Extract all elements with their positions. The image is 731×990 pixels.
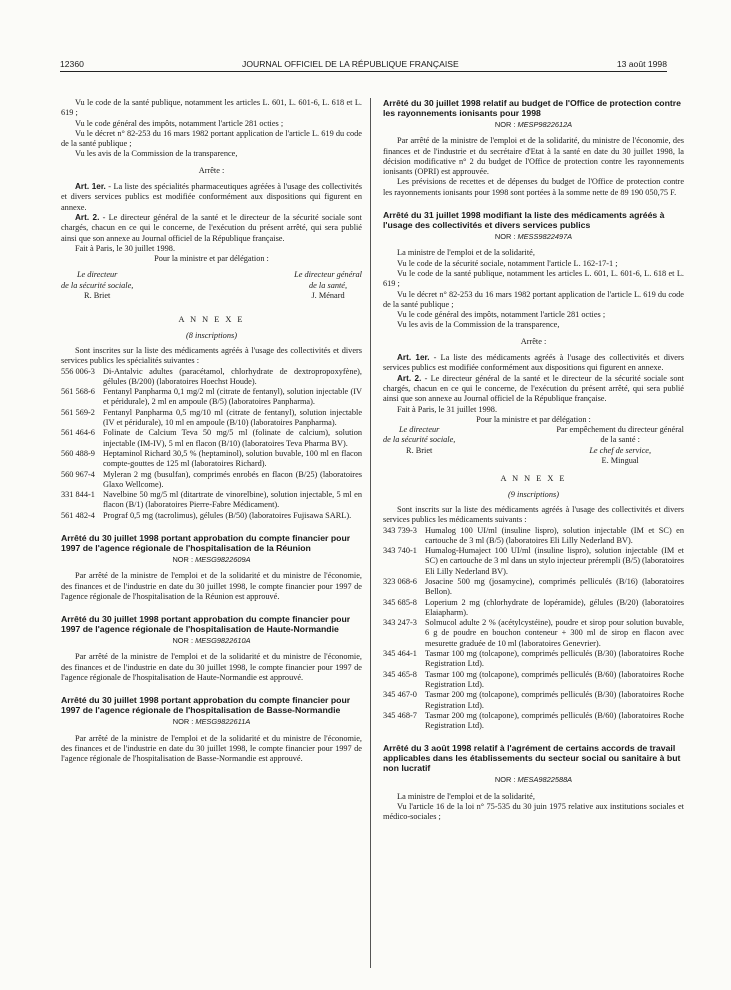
cip-code: 345 464-1 xyxy=(383,649,417,659)
item-text: Di-Antalvic adultes (paracétamol, chlorhydrate de dextropropoxyfène), gélules (B/200) (laboratoires Hoechst Houde). xyxy=(103,366,362,386)
fait-a-paris: Fait à Paris, le 31 juillet 1998. xyxy=(397,404,498,414)
list-item xyxy=(61,490,362,511)
list-item xyxy=(383,577,684,598)
annexe-intro: Sont inscrits sur la liste des médicaments agréés à l'usage des collectivités et divers services publics les médicaments suivants : xyxy=(383,504,684,525)
item-text: Solmucol adulte 2 % (acétylcystéine), poudre et sirop pour solution buvable, 6 g de poudre en bouchon conteneur + 300 ml de sirop en flacon avec mesurette graduée de 10 ml (laboratoires Genevrier). xyxy=(425,618,684,648)
article-text: - La liste des spécialités pharmaceutiques agréées à l'usage des collectivités et divers services publics est modifiée conformément aux dispositions qui figurent en annexe. xyxy=(61,182,362,212)
nor-code: MESG9822611A xyxy=(195,717,251,727)
page-header xyxy=(60,57,667,71)
publication-date: 13 août 1998 xyxy=(616,59,667,69)
cip-code: 561 482-4 xyxy=(61,510,95,520)
article-label: Art. 1er. xyxy=(397,353,430,363)
signatory-name: E. Mingual xyxy=(601,456,639,466)
medication-list xyxy=(61,367,362,521)
arrete-opri xyxy=(383,98,684,198)
list-item xyxy=(383,670,684,691)
arrete-text: La ministre de l'emploi et de la solidarité, xyxy=(397,791,535,801)
nor-reference: NOR : MESG9822609A xyxy=(172,554,251,564)
arrete-word: Arrête : xyxy=(520,336,547,346)
nor-reference: NOR : MESG9822610A xyxy=(172,636,251,646)
cip-code: 343 247-3 xyxy=(383,618,417,628)
cip-code: 343 740-1 xyxy=(383,546,417,556)
item-text: Tasmar 100 mg (tolcapone), comprimés pelliculés (B/30) (laboratoires Roche Registration Ltd). xyxy=(425,649,684,669)
left-column xyxy=(61,98,362,765)
signatory-name: R. Briet xyxy=(406,445,433,455)
cip-code: 560 488-9 xyxy=(61,448,95,458)
item-text: Prograf 0,5 mg (tacrolimus), gélules (B/50) (laboratoires Fujisawa SARL). xyxy=(103,510,352,520)
item-text: Myleran 2 mg (busulfan), comprimés enrobés en flacon (B/25) (laboratoires Glaxo Wellcome). xyxy=(103,469,362,489)
annexe-title: A N N E X E xyxy=(500,474,567,484)
arrete-title: Arrêté du 31 juillet 1998 modifiant la liste des médicaments agréés à l'usage des collectivités et divers services publics xyxy=(383,210,665,231)
signature-left: Le directeur de la sécurité sociale, R. Briet xyxy=(383,425,456,455)
cip-code: 323 068-6 xyxy=(383,576,417,586)
annexe-intro: Sont inscrites sur la liste des médicaments agréés à l'usage des collectivités et divers services publics les spécialités suivantes : xyxy=(61,345,362,366)
delegation-line: Pour la ministre et par délégation : xyxy=(154,254,269,264)
article-2 xyxy=(61,213,362,244)
arrete-reunion xyxy=(61,533,362,602)
cip-code: 561 464-6 xyxy=(61,428,95,438)
arrete-text: Par arrêté de la ministre de l'emploi et de la solidarité et du ministre de l'économie, des finances et de l'industrie en date du 30 juillet 1998, le compte financier pour 1997 de l'agence régionale de l'hospitalisation de Haute-Normandie est approuvé. xyxy=(61,652,362,683)
arrete-title: Arrêté du 30 juillet 1998 portant approbation du compte financier pour 1997 de l'agence régionale de l'hospitalisation de la Réunion xyxy=(61,532,351,553)
arrete-liste-medicaments xyxy=(383,210,684,731)
visa-line: Vu les avis de la Commission de la transparence, xyxy=(397,320,560,330)
signatory-name: J. Ménard xyxy=(311,291,345,301)
article-2 xyxy=(383,374,684,405)
item-text: Tasmar 200 mg (tolcapone), comprimés pelliculés (B/60) (laboratoires Roche Registration Ltd). xyxy=(425,710,684,731)
delegation-line: Pour la ministre et par délégation : xyxy=(476,414,591,424)
header-rule xyxy=(60,71,667,72)
arrete-text: Vu l'article 16 de la loi n° 75-535 du 30 juin 1975 relative aux institutions sociales et médico-sociales ; xyxy=(383,802,684,822)
item-text: Humalog 100 UI/ml (insuline lispro), solution injectable (IM et SC) en cartouche de 3 ml (B/5) (laboratoires Eli Lilly Nederland BV). xyxy=(425,525,684,545)
arrete-text: Par arrêté de la ministre de l'emploi et de la solidarité et du ministre de l'économie, des finances et de l'industrie en date du 30 juillet 1998, le compte financier pour 1997 de l'agence régionale de l'hospitalisation de Basse-Normandie est approuvé. xyxy=(61,733,362,764)
list-item xyxy=(383,618,684,649)
nor-reference: NOR : MESS9822497A xyxy=(494,232,573,242)
nor-reference: NOR : MESP9822612A xyxy=(494,120,573,129)
list-item xyxy=(61,408,362,429)
page-number: 12360 xyxy=(60,59,84,69)
list-item xyxy=(61,428,362,449)
cip-code: 345 465-8 xyxy=(383,669,417,679)
arrete-text: Les prévisions de recettes et de dépenses du budget de l'Office de protection contre les rayonnements ionisants pour 1998 sont portées à la somme nette de 89 190 050,75 F. xyxy=(383,177,684,197)
list-item xyxy=(383,690,684,711)
arrete-word: Arrête : xyxy=(198,165,225,175)
item-text: Humalog-Humaject 100 UI/ml (insuline lispro), solution injectable (IM et SC) en cartouche de 3 ml dans un stylo injecteur prérempli (B/5) (laboratoires Eli Lilly Nederland BV). xyxy=(425,546,684,576)
list-item xyxy=(61,511,362,521)
fait-a-paris: Fait à Paris, le 30 juillet 1998. xyxy=(75,243,176,253)
visa-line: Vu le décret n° 82-253 du 16 mars 1982 portant application de l'article L. 619 du code de la santé publique ; xyxy=(61,128,362,149)
nor-reference: NOR : MESG9822611A xyxy=(172,717,251,727)
signatory-name: R. Briet xyxy=(84,291,111,301)
visa-line: La ministre de l'emploi et de la solidarité, xyxy=(397,248,535,258)
item-text: Navelbine 50 mg/5 ml (ditartrate de vinorelbine), solution injectable, 5 ml en flacon (B/1) (laboratoires Pierre-Fabre Médicament). xyxy=(103,490,362,510)
arrete-text: Par arrêté de la ministre de l'emploi et de la solidarité, du ministre de l'économie, des finances et de l'industrie et du secrétaire d'Etat à la santé en date du 30 juillet 1998, la décision modificative n° 2 du budget de l'Office de protection contre les rayonnements ionisants (OPRI) est approuvée. xyxy=(383,136,684,177)
list-item xyxy=(61,387,362,408)
signature-left: Le directeur de la sécurité sociale, R. Briet xyxy=(61,270,134,301)
list-item xyxy=(383,546,684,577)
inscriptions-count: (8 inscriptions) xyxy=(186,330,237,340)
arrete-title: Arrêté du 30 juillet 1998 portant approbation du compte financier pour 1997 de l'agence régionale de l'hospitalisation de Basse-Normandie xyxy=(61,695,351,716)
list-item xyxy=(383,711,684,732)
cip-code: 556 006-3 xyxy=(61,366,95,376)
cip-code: 345 685-8 xyxy=(383,597,417,607)
item-text: Fentanyl Panpharma 0,1 mg/2 ml (citrate de fentanyl), solution injectable (IV et péridurale), 2 ml en ampoule (B/5) (laboratoires Panpharma). xyxy=(103,387,362,407)
visa-line: Vu le code général des impôts, notamment l'article 281 octies ; xyxy=(397,310,606,320)
cip-code: 331 844-1 xyxy=(61,490,95,500)
list-item xyxy=(61,470,362,491)
nor-code: MESG9822609A xyxy=(195,554,251,564)
article-label: Art. 2. xyxy=(397,373,422,383)
article-1 xyxy=(383,353,684,374)
item-text: Fentanyl Panpharma 0,5 mg/10 ml (citrate de fentanyl), solution injectable (IV et péridurale), 10 ml en ampoule (B/10) (laboratoires Panpharma). xyxy=(103,407,362,428)
article-1 xyxy=(61,182,362,213)
list-item xyxy=(61,449,362,470)
signatures xyxy=(61,270,362,301)
arrete-haute-normandie xyxy=(61,614,362,683)
list-item xyxy=(61,367,362,388)
arrete-title: Arrêté du 30 juillet 1998 portant approbation du compte financier pour 1997 de l'agence régionale de l'hospitalisation de Haute-Normandie xyxy=(61,614,351,635)
arrete-accords-travail xyxy=(383,743,684,822)
signature-right: Le directeur général de la santé, J. Ménard xyxy=(294,270,362,301)
list-item xyxy=(383,598,684,619)
item-text: Folinate de Calcium Teva 50 mg/5 ml (folinate de calcium), solution injectable (IM-IV), 5 ml en flacon (B/10) (laboratoires Teva Pharma BV). xyxy=(103,428,362,448)
arrete-title: Arrêté du 30 juillet 1998 relatif au budget de l'Office de protection contre les rayonnements ionisants pour 1998 xyxy=(383,98,681,118)
nor-reference: NOR : MESA9822588A xyxy=(494,775,573,785)
item-text: Tasmar 200 mg (tolcapone), comprimés pelliculés (B/30) (laboratoires Roche Registration Ltd). xyxy=(425,690,684,710)
visa-line: Vu le code de la santé publique, notamment les articles L. 601, L. 601-6, L. 618 et L. 619 ; xyxy=(383,268,684,289)
cip-code: 343 739-3 xyxy=(383,525,417,535)
visa-line: Vu le code général des impôts, notamment l'article 281 octies ; xyxy=(75,118,284,128)
item-text: Josacine 500 mg (josamycine), comprimés pelliculés (B/16) (laboratoires Bellon). xyxy=(425,576,684,597)
list-item xyxy=(383,526,684,547)
nor-code: MESA9822588A xyxy=(517,775,573,785)
cip-code: 561 568-6 xyxy=(61,387,95,397)
item-text: Loperium 2 mg (chlorhydrate de lopéramide), gélules (B/20) (laboratoires Elaiapharm). xyxy=(425,597,684,617)
arrete-basse-normandie xyxy=(61,695,362,764)
article-label: Art. 1er. xyxy=(75,182,106,192)
signatures xyxy=(383,425,684,466)
article-text: - Le directeur général de la santé et le directeur de la sécurité sociale sont chargés, chacun en ce qui le concerne, de l'exécution du présent arrêté, qui sera publié ainsi que son annexe au Journal officiel de la République française. xyxy=(383,373,684,404)
signature-right: Par empêchement du directeur général de la santé : Le chef de service, E. Mingual xyxy=(556,425,684,466)
article-label: Art. 2. xyxy=(75,212,100,222)
visa-line: Vu le code de la sécurité sociale, notamment l'article L. 162-17-1 ; xyxy=(397,258,618,268)
annexe-title: A N N E X E xyxy=(178,315,245,325)
visa-line: Vu le code de la santé publique, notamment les articles L. 601, L. 601-6, L. 618 et L. 619 ; xyxy=(61,98,362,118)
arrete-text: Par arrêté de la ministre de l'emploi et de la solidarité et du ministre de l'économie, des finances et de l'industrie en date du 30 juillet 1998, le compte financier pour 1997 de l'agence régionale de l'hospitalisation de la Réunion est approuvé. xyxy=(61,571,362,601)
cip-code: 345 467-0 xyxy=(383,690,417,700)
arrete-title: Arrêté du 3 août 1998 relatif à l'agrément de certains accords de travail applicables dans les établissements du secteur social ou sanitaire à but non lucratif xyxy=(383,743,681,774)
right-column xyxy=(383,98,684,823)
visa-line: Vu le décret n° 82-253 du 16 mars 1982 portant application de l'article L. 619 du code de la santé publique ; xyxy=(383,289,684,309)
column-divider xyxy=(370,98,371,968)
list-item xyxy=(383,649,684,670)
item-text: Heptaminol Richard 30,5 % (heptaminol), solution buvable, 100 ml en flacon compte-gouttes de 125 ml (laboratoires Richard). xyxy=(103,448,362,469)
nor-code: MESP9822612A xyxy=(517,120,573,129)
nor-code: MESS9822497A xyxy=(517,232,573,242)
inscriptions-count: (9 inscriptions) xyxy=(508,489,559,499)
item-text: Tasmar 100 mg (tolcapone), comprimés pelliculés (B/60) (laboratoires Roche Registration Ltd). xyxy=(425,669,684,689)
journal-title: JOURNAL OFFICIEL DE LA RÉPUBLIQUE FRANÇAISE xyxy=(242,59,459,69)
cip-code: 345 468-7 xyxy=(383,710,417,720)
cip-code: 560 967-4 xyxy=(61,469,95,479)
article-text: - La liste des médicaments agréés à l'usage des collectivités et divers services publics est modifiée conformément aux dispositions qui figurent en annexe. xyxy=(383,353,684,373)
medication-list xyxy=(383,526,684,732)
nor-code: MESG9822610A xyxy=(195,636,251,646)
article-text: - Le directeur général de la santé et le directeur de la sécurité sociale sont chargés, chacun en ce qui le concerne, de l'exécution du présent arrêté, qui sera publié ainsi que son annexe au Journal officiel de la République française. xyxy=(61,212,362,243)
cip-code: 561 569-2 xyxy=(61,407,95,417)
visa-line: Vu les avis de la Commission de la transparence, xyxy=(75,149,238,159)
